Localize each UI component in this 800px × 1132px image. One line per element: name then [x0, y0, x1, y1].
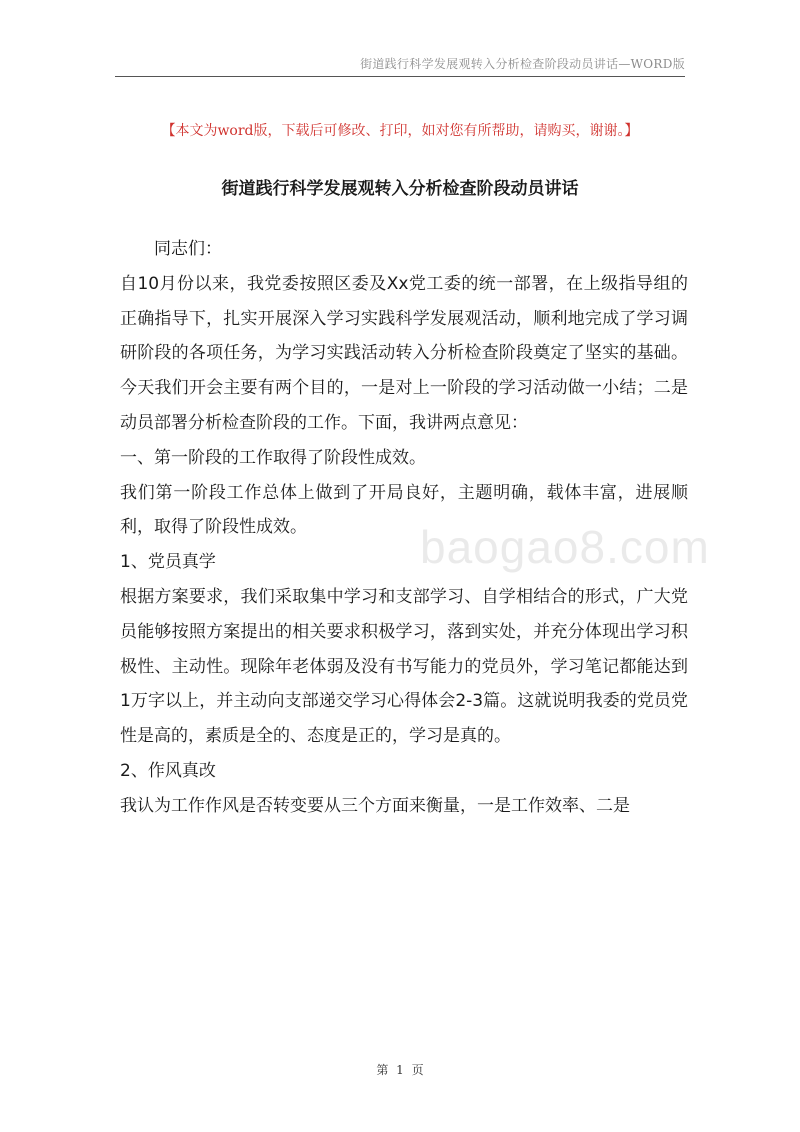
salutation-paragraph: 同志们：: [154, 239, 222, 259]
footer-suffix: 页: [411, 1063, 424, 1077]
download-notice: 【本文为word版，下载后可修改、打印，如对您有所帮助，请购买，谢谢。】: [161, 123, 639, 139]
document-body: [120, 232, 688, 824]
subsection-heading: 2、作风真改: [120, 760, 216, 781]
running-header-title: 街道践行科学发展观转入分析检查阶段动员讲话—WORD版: [360, 57, 685, 71]
watermark-text: baogao8.com: [420, 521, 710, 573]
page-number: 1: [396, 1063, 404, 1077]
document-title: 街道践行科学发展观转入分析检查阶段动员讲话: [221, 179, 579, 199]
section-heading: 一、第一阶段的工作取得了阶段性成效。: [120, 447, 426, 468]
body-paragraph: 我认为工作作风是否转变要从三个方面来衡量，一是工作效率、二是: [120, 795, 630, 816]
header-divider: [115, 76, 685, 77]
footer-prefix: 第: [376, 1063, 389, 1077]
body-paragraph: 根据方案要求，我们采取集中学习和支部学习、自学相结合的形式，广大党员能够按照方案提出的相关要求积极学习，落到实处，并充分体现出学习积极性、主动性。现除年老体弱及没有书写能力的党员外，学习笔记都能达到1万字以上，并主动向支部递交学习心得体会2-3篇。这就说明我委的党员党性是高的，素质是全的、态度是正的，学习是真的。: [120, 586, 688, 747]
page-footer: [0, 1061, 800, 1078]
body-paragraph: 我们第一阶段工作总体上做到了开局良好，主题明确，载体丰富，进展顺利，取得了阶段性成效。: [120, 482, 688, 538]
subsection-heading: 1、党员真学: [120, 552, 216, 573]
body-paragraph: 自10月份以来，我党委按照区委及Xx党工委的统一部署，在上级指导组的正确指导下，扎实开展深入学习实践科学发展观活动，顺利地完成了学习调研阶段的各项任务，为学习实践活动转入分析检查阶段奠定了坚实的基础。今天我们开会主要有两个目的，一是对上一阶段的学习活动做一小结；二是动员部署分析检查阶段的工作。下面，我讲两点意见：: [120, 273, 688, 433]
